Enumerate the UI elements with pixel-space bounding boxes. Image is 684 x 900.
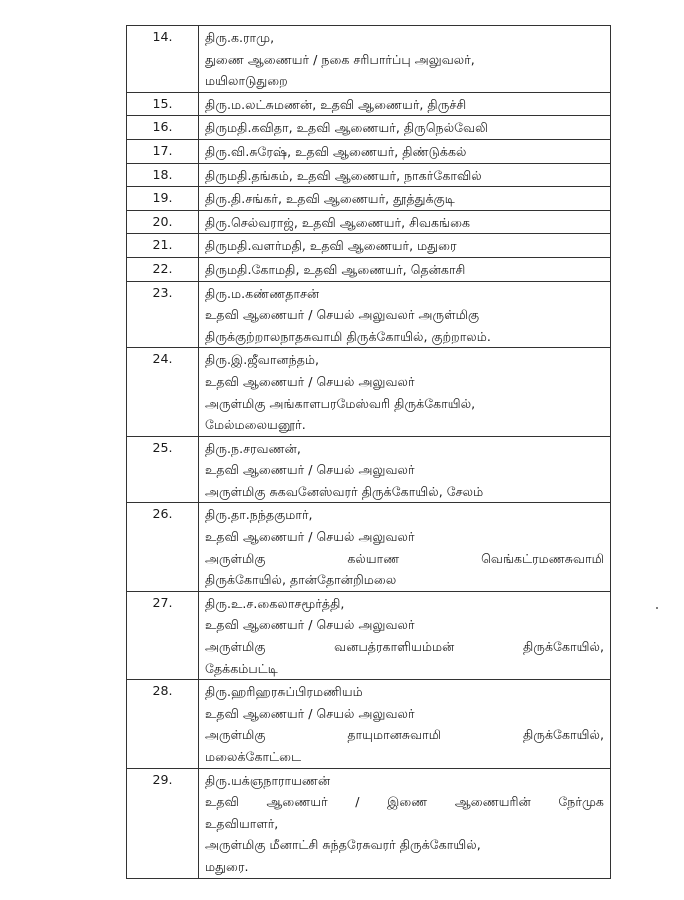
table-row bbox=[127, 139, 611, 163]
table-row bbox=[127, 92, 611, 116]
detail-line: அருள்மிகு சுகவனேஸ்வரர் திருக்கோயில், சேலம் bbox=[205, 483, 484, 499]
serial-number: 27. bbox=[127, 591, 199, 679]
detail-line: திரு.ந.சரவணன், bbox=[205, 440, 301, 456]
officer-details bbox=[199, 591, 611, 679]
detail-line: திருமதி.வளர்மதி, உதவி ஆணையர், மதுரை bbox=[205, 238, 457, 254]
serial-number: 15. bbox=[127, 92, 199, 116]
detail-line: மலைக்கோட்டை bbox=[205, 749, 302, 764]
table-row bbox=[127, 436, 611, 503]
detail-line: அருள்மிகு அங்காளபரமேஸ்வரி திருக்கோயில், bbox=[205, 395, 476, 411]
serial-number: 21. bbox=[127, 234, 199, 258]
serial-number: 28. bbox=[127, 680, 199, 768]
serial-number: 18. bbox=[127, 163, 199, 187]
detail-line: உதவி ஆணையர் / செயல் அலுவலர் bbox=[205, 529, 415, 545]
table-row bbox=[127, 768, 611, 878]
detail-line: அருள்மிகு தாயுமானசுவாமி திருக்கோயில், bbox=[205, 727, 604, 743]
detail-line: திருமதி.கவிதா, உதவி ஆணையர், திருநெல்வேலி bbox=[205, 120, 488, 136]
serial-number: 19. bbox=[127, 187, 199, 211]
officer-details bbox=[199, 187, 611, 211]
detail-line: உதவி ஆணையர் / செயல் அலுவலர் bbox=[205, 617, 415, 633]
table-row bbox=[127, 503, 611, 591]
detail-line: மதுரை. bbox=[205, 858, 249, 874]
detail-line: திரு.வி.சுரேஷ், உதவி ஆணையர், திண்டுக்கல் bbox=[205, 143, 467, 159]
serial-number: 17. bbox=[127, 139, 199, 163]
officer-details bbox=[199, 680, 611, 768]
officer-details bbox=[199, 210, 611, 234]
detail-line: மயிலாடுதுறை bbox=[205, 73, 288, 89]
detail-line: திரு.உ.ச.கைலாசமூர்த்தி, bbox=[205, 595, 345, 611]
table-row bbox=[127, 348, 611, 436]
table-row bbox=[127, 680, 611, 768]
officer-details bbox=[199, 768, 611, 878]
serial-number: 25. bbox=[127, 436, 199, 503]
detail-line: மேல்மலையனூர். bbox=[205, 417, 306, 433]
serial-number: 23. bbox=[127, 281, 199, 348]
detail-line: உதவி ஆணையர் / செயல் அலுவலர் அருள்மிகு bbox=[205, 307, 480, 323]
detail-line: உதவி ஆணையர் / செயல் அலுவலர் bbox=[205, 705, 415, 721]
detail-line: உதவி ஆணையர் / செயல் அலுவலர் bbox=[205, 373, 415, 389]
detail-line: தேக்கம்பட்டி bbox=[205, 660, 278, 676]
detail-line: திரு.ஹரிஹரசுப்பிரமணியம் bbox=[205, 684, 363, 700]
serial-number: 14. bbox=[127, 26, 199, 93]
detail-line: அருள்மிகு கல்யாண வெங்கட்ரமணசுவாமி bbox=[205, 550, 604, 566]
detail-line: திரு.ம.கண்ணதாசன் bbox=[205, 285, 320, 301]
table-row bbox=[127, 281, 611, 348]
detail-line: துணை ஆணையர் / நகை சரிபார்ப்பு அலுவலர், bbox=[205, 51, 475, 67]
detail-line: திருமதி.கோமதி, உதவி ஆணையர், தென்காசி bbox=[205, 261, 466, 277]
table-row bbox=[127, 163, 611, 187]
officer-details bbox=[199, 436, 611, 503]
officer-details bbox=[199, 281, 611, 348]
detail-line: திரு.க.ராமு, bbox=[205, 30, 275, 45]
detail-line: திரு.ம.லட்சுமணன், உதவி ஆணையர், திருச்சி bbox=[205, 96, 467, 112]
officer-details bbox=[199, 163, 611, 187]
detail-line: உதவியாளர், bbox=[205, 815, 279, 831]
detail-line: திரு.இ.ஜீவானந்தம், bbox=[205, 352, 320, 368]
officer-details bbox=[199, 257, 611, 281]
detail-line: திரு.தா.நந்தகுமார், bbox=[205, 507, 313, 523]
table-row bbox=[127, 234, 611, 258]
detail-line: திரு.தி.சங்கர், உதவி ஆணையர், தூத்துக்குடி bbox=[205, 191, 455, 207]
detail-line: திருமதி.தங்கம், உதவி ஆணையர், நாகர்கோவில் bbox=[205, 167, 482, 183]
serial-number: 20. bbox=[127, 210, 199, 234]
detail-line: அருள்மிகு வனபத்ரகாளியம்மன் திருக்கோயில், bbox=[205, 639, 604, 655]
officer-details bbox=[199, 348, 611, 436]
table-row bbox=[127, 257, 611, 281]
scan-speck bbox=[656, 607, 658, 609]
table-row bbox=[127, 116, 611, 140]
serial-number: 24. bbox=[127, 348, 199, 436]
officer-details bbox=[199, 139, 611, 163]
table-row bbox=[127, 210, 611, 234]
officer-details bbox=[199, 92, 611, 116]
detail-line: திருக்கோயில், தான்தோன்றிமலை bbox=[205, 572, 397, 588]
table-row bbox=[127, 187, 611, 211]
detail-line: திருக்குற்றாலநாதசுவாமி திருக்கோயில், குற்றாலம். bbox=[205, 328, 491, 344]
officer-details bbox=[199, 503, 611, 591]
officer-details bbox=[199, 26, 611, 93]
officer-details bbox=[199, 234, 611, 258]
officer-list-body bbox=[127, 26, 611, 879]
detail-line: திரு.செல்வராஜ், உதவி ஆணையர், சிவகங்கை bbox=[205, 214, 471, 230]
serial-number: 26. bbox=[127, 503, 199, 591]
table-row bbox=[127, 26, 611, 93]
detail-line: திரு.யக்ஞநாராயணன் bbox=[205, 772, 331, 788]
serial-number: 29. bbox=[127, 768, 199, 878]
serial-number: 16. bbox=[127, 116, 199, 140]
detail-line: அருள்மிகு மீனாட்சி சுந்தரேசுவரர் திருக்கோயில், bbox=[205, 837, 481, 853]
detail-line: உதவி ஆணையர் / செயல் அலுவலர் bbox=[205, 462, 415, 478]
detail-line: உதவி ஆணையர் / இணை ஆணையரின் நேர்முக bbox=[205, 794, 604, 810]
officer-details bbox=[199, 116, 611, 140]
table-row bbox=[127, 591, 611, 679]
officer-list-table bbox=[126, 25, 611, 879]
serial-number: 22. bbox=[127, 257, 199, 281]
